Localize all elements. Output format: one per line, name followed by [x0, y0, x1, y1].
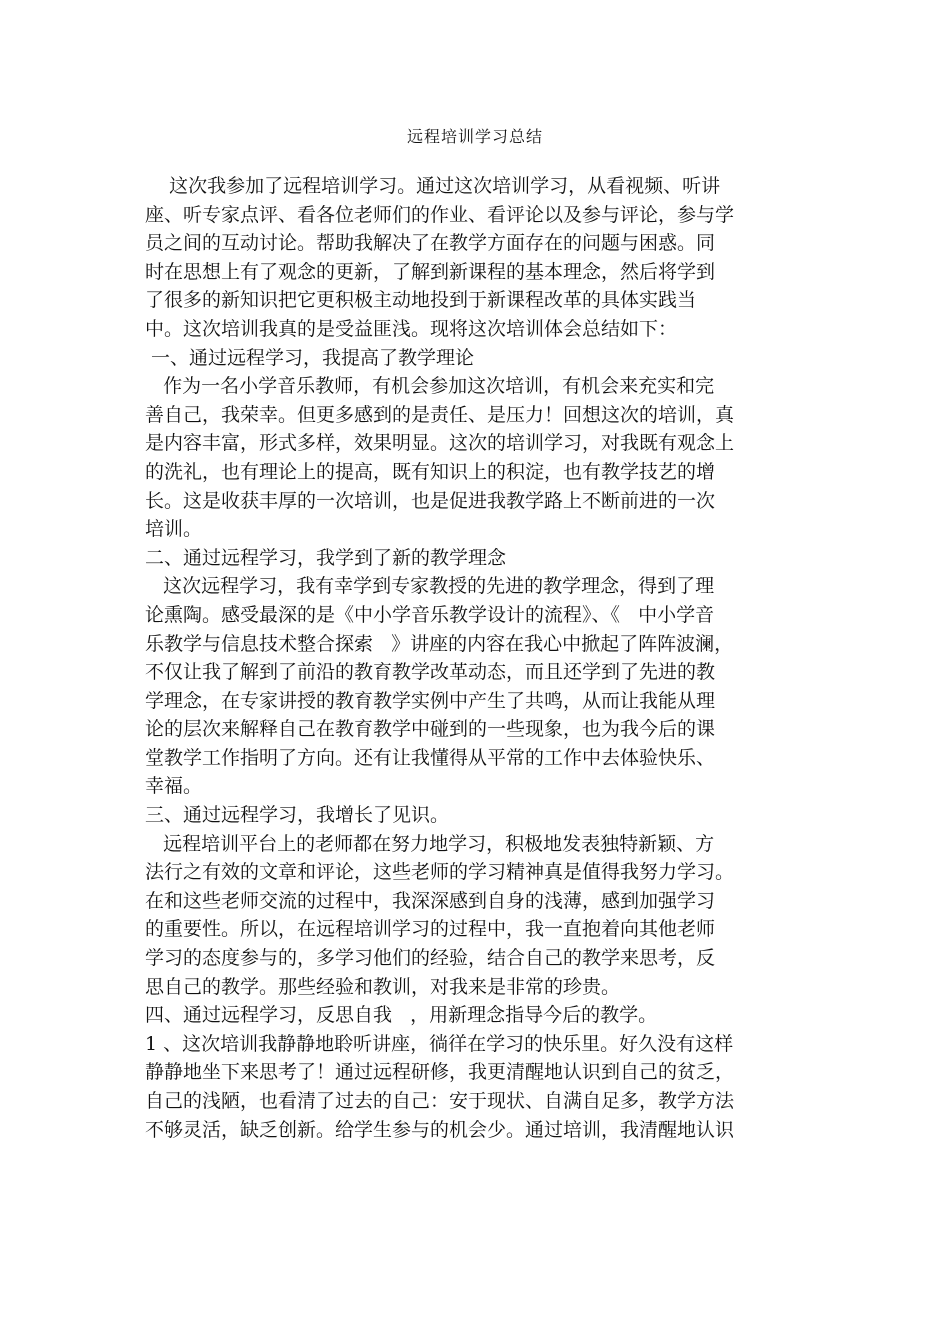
- text-line: 不够灵活，缺乏创新。给学生参与的机会少。通过培训，我清醒地认识: [145, 1118, 735, 1141]
- text-line: 1 、这次培训我静静地聆听讲座，徜徉在学习的快乐里。好久没有这样: [145, 1032, 734, 1055]
- text-line: 是内容丰富，形式多样，效果明显。这次的培训学习，对我既有观念上: [145, 432, 735, 455]
- text-line: 善自己，我荣幸。但更多感到的是责任、是压力！回想这次的培训，真: [145, 403, 735, 426]
- text-line: 三、通过远程学习，我增长了见识。: [145, 804, 450, 827]
- text-line: 二、通过远程学习，我学到了新的教学理念: [145, 546, 507, 569]
- text-line: 时在思想上有了观念的更新，了解到新课程的基本理念，然后将学到: [145, 260, 716, 283]
- text-line: 学理念，在专家讲授的教育教学实例中产生了共鸣，从而让我能从理: [145, 689, 716, 712]
- text-line: 在和这些老师交流的过程中，我深深感到自身的浅薄，感到加强学习: [145, 889, 716, 912]
- text-line: 思自己的教学。那些经验和教训，对我来是非常的珍贵。: [145, 975, 621, 998]
- text-line: 作为一名小学音乐教师，有机会参加这次培训，有机会来充实和完: [145, 375, 715, 398]
- text-line: 培训。: [145, 518, 203, 541]
- text-line: 自己的浅陋，也看清了过去的自己：安于现状、自满自足多，教学方法: [145, 1090, 735, 1112]
- text-line: 学习的态度参与的，多学习他们的经验，结合自己的教学来思考，反: [145, 947, 716, 970]
- text-line: 乐教学与信息技术整合探索 》讲座的内容在我心中掀起了阵阵波澜，: [145, 632, 734, 655]
- text-line: 这次我参加了远程培训学习。通过这次培训学习，从看视频、听讲: [145, 175, 721, 197]
- text-line: 远程培训平台上的老师都在努力地学习，积极地发表独特新颖、方: [145, 832, 715, 855]
- text-line: 这次远程学习，我有幸学到专家教授的先进的教学理念，得到了理: [145, 575, 715, 598]
- text-line: 了很多的新知识把它更积极主动地投到于新课程改革的具体实践当: [145, 289, 697, 312]
- text-line: 四、通过远程学习，反思自我 ，用新理念指导今后的教学。: [145, 1004, 658, 1027]
- text-line: 不仅让我了解到了前沿的教育教学改革动态，而且还学到了先进的教: [145, 661, 716, 684]
- text-line: 一、通过远程学习，我提高了教学理论: [145, 346, 475, 369]
- text-line: 的洗礼，也有理论上的提高，既有知识上的积淀，也有教学技艺的增: [145, 460, 716, 483]
- document-body: [145, 172, 825, 1144]
- document-title: 远程培训学习总结: [406, 127, 543, 146]
- text-line: 的重要性。所以，在远程培训学习的过程中，我一直抱着向其他老师: [145, 918, 716, 941]
- text-line: 座、听专家点评、看各位老师们的作业、看评论以及参与评论，参与学: [145, 203, 735, 226]
- text-line: 员之间的互动讨论。帮助我解决了在教学方面存在的问题与困惑。同: [145, 232, 716, 255]
- text-line: 幸福。: [145, 775, 203, 798]
- text-line: 法行之有效的文章和评论，这些老师的学习精神真是值得我努力学习。: [145, 861, 735, 884]
- text-line: 长。这是收获丰厚的一次培训，也是促进我教学路上不断前进的一次: [145, 489, 716, 512]
- text-line: 静静地坐下来思考了！通过远程研修，我更清醒地认识到自己的贫乏，: [145, 1061, 735, 1084]
- text-line: 论熏陶。感受最深的是《中小学音乐教学设计的流程》、《 中小学音: [145, 603, 715, 626]
- text-line: 中。这次培训我真的是受益匪浅。现将这次培训体会总结如下：: [145, 317, 678, 340]
- text-line: 论的层次来解释自己在教育教学中碰到的一些现象，也为我今后的课: [145, 718, 716, 741]
- text-line: 堂教学工作指明了方向。还有让我懂得从平常的工作中去体验快乐、: [145, 746, 716, 769]
